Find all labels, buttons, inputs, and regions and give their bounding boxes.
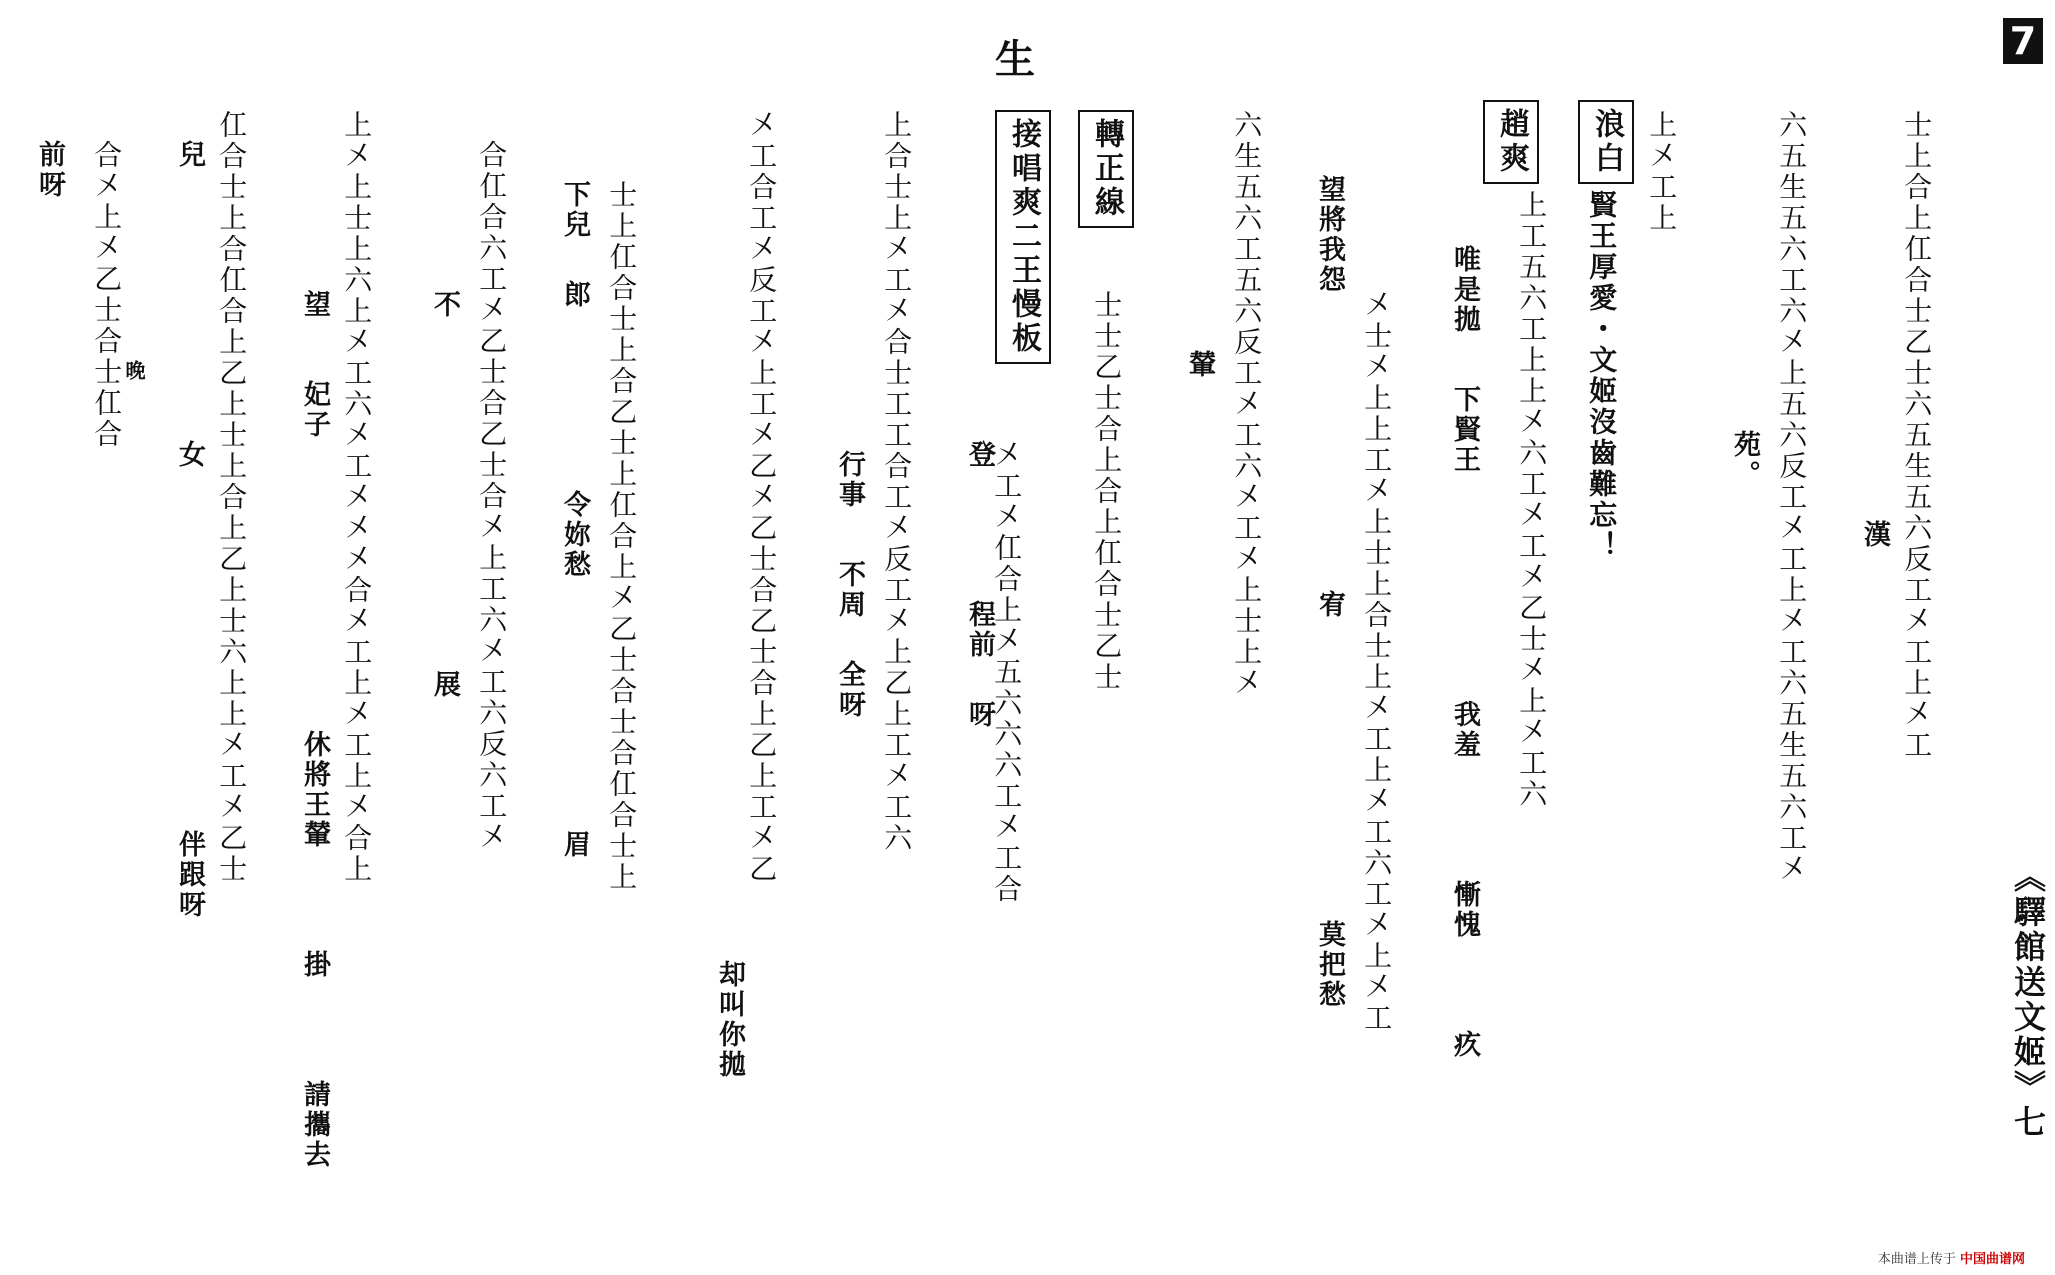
lyric-33: 前呀 bbox=[34, 140, 65, 200]
lyric-20: 郎 bbox=[559, 280, 590, 310]
lyric-25: 望 bbox=[299, 290, 330, 320]
notation-column-5: 上工五六工上上㐅六工㐅工㐅乙士㐅上㐅工六 bbox=[1515, 190, 1549, 810]
lyric-19: 下兒 bbox=[559, 180, 590, 240]
notation-column-6: 㐅士㐅上上工㐅上士上合士上㐅工上㐅工六工㐅上㐅工 bbox=[1360, 290, 1394, 1034]
lyric-30: 兒 bbox=[174, 140, 205, 170]
lyric-22: 眉 bbox=[559, 830, 590, 860]
lyric-26: 妃子 bbox=[299, 380, 330, 440]
piece-title: 《驛館送文姬》七 bbox=[2009, 860, 2047, 1140]
page-number: 7 bbox=[2003, 18, 2043, 64]
notation-column-11: 㐅工合工㐅反工㐅上工㐅乙㐅乙士合乙士合上乙上工㐅乙 bbox=[745, 110, 779, 885]
lyric-1: 漢 bbox=[1859, 520, 1890, 550]
lyric-5: 我羞 bbox=[1449, 700, 1480, 760]
lyric-7: 疚 bbox=[1449, 1030, 1480, 1060]
lyric-34: 晚 bbox=[122, 360, 146, 383]
lyric-14: 呀 bbox=[964, 700, 995, 730]
lyric-12: 登 bbox=[964, 440, 995, 470]
lyric-23: 不 bbox=[429, 290, 460, 320]
notation-column-15: 仜合士上合仜合上乙上士上合上乙上士六上上㐅工㐅乙士 bbox=[215, 110, 249, 885]
lyric-21: 令妳愁 bbox=[559, 490, 590, 580]
notation-column-16: 合㐅上㐅乙士合士仜合 bbox=[90, 140, 124, 450]
dialogue-text: 賢王厚愛・文姬沒齒難忘！ bbox=[1585, 190, 1619, 562]
lyric-18: 却叫你拋 bbox=[714, 960, 745, 1080]
notation-column-13: 合仜合六工㐅乙士合乙士合㐅上工六㐅工六反六工㐅 bbox=[475, 140, 509, 853]
lyric-6: 慚愧 bbox=[1449, 880, 1480, 940]
notation-column-7: 六生五六工五六反工㐅工六㐅工㐅上士上㐅 bbox=[1230, 110, 1264, 699]
notation-column-10: 上合士上㐅工㐅合士工工合工㐅反工㐅上乙上工㐅工六 bbox=[880, 110, 914, 854]
lyric-3: 唯是拋 bbox=[1449, 245, 1480, 335]
lyric-9: 宥 bbox=[1314, 590, 1345, 620]
lyric-15: 行事 bbox=[834, 450, 865, 510]
footer-credit bbox=[1878, 1248, 2025, 1267]
footer-brand: 中国曲谱网 bbox=[1959, 1252, 2025, 1267]
lyric-24: 展 bbox=[429, 670, 460, 700]
section-label-slow-aria: 接唱爽二王慢板 bbox=[995, 110, 1051, 364]
lyric-32: 伴跟呀 bbox=[174, 830, 205, 920]
section-label-dialogue: 浪白 bbox=[1578, 100, 1634, 184]
lyric-11: 輦 bbox=[1184, 350, 1215, 380]
notation-column-2: 六五生五六工六㐅上五六反工㐅工上㐅工六五生五六工㐅 bbox=[1775, 110, 1809, 885]
lyric-10: 莫把愁 bbox=[1314, 920, 1345, 1010]
lyric-17: 全呀 bbox=[834, 660, 865, 720]
section-label-transition: 轉正線 bbox=[1078, 110, 1134, 228]
lyric-16: 不周 bbox=[834, 560, 865, 620]
lyric-31: 女 bbox=[174, 440, 205, 470]
section-label-aria: 趙爽 bbox=[1483, 100, 1539, 184]
lyric-28: 掛 bbox=[299, 950, 330, 980]
notation-column-12: 士上仜合士上合乙士上仜合上㐅乙士合士合仜合士上 bbox=[605, 180, 639, 893]
notation-column-8: 士士乙士合上合上仜合士乙士 bbox=[1090, 290, 1124, 693]
role-label: 生 bbox=[995, 36, 1035, 83]
footer-prefix: 本曲谱上传于 bbox=[1877, 1252, 1956, 1267]
notation-column-14: 上㐅上士上六上㐅工六㐅工㐅㐅㐅合㐅工上㐅工上㐅合上 bbox=[340, 110, 374, 885]
lyric-8: 望將我怨 bbox=[1314, 175, 1345, 295]
lyric-4: 下賢王 bbox=[1449, 385, 1480, 475]
lyric-13: 程前 bbox=[964, 600, 995, 660]
notation-column-3: 上㐅工上 bbox=[1645, 110, 1679, 234]
lyric-29: 請攜去 bbox=[299, 1080, 330, 1170]
lyric-2: 苑。 bbox=[1729, 430, 1760, 490]
lyric-27: 休將王輦 bbox=[299, 730, 330, 850]
notation-column-9: 㐅工㐅仜合上㐅五六六六工㐅工合 bbox=[990, 440, 1024, 905]
notation-column-1: 士上合上仜合士乙士六五生五六反工㐅工上㐅工 bbox=[1900, 110, 1934, 761]
